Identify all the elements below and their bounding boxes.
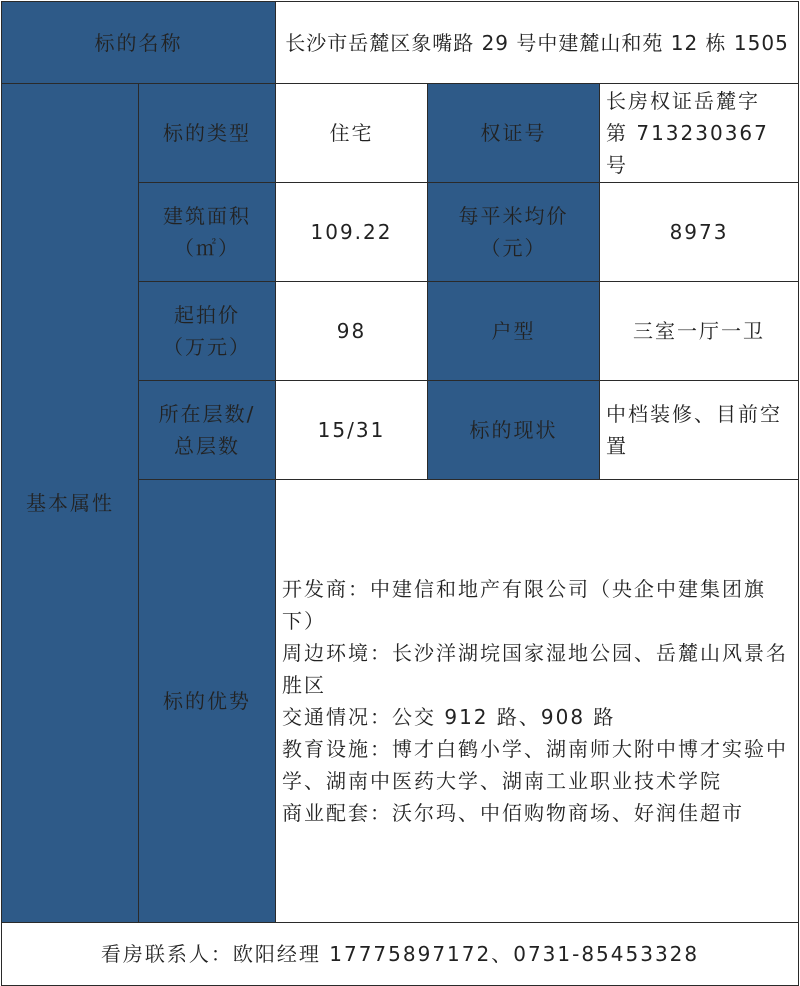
floor-label-line1: 所在层数/ xyxy=(158,402,256,426)
area-label-line1: 建筑面积 xyxy=(163,204,251,228)
cert-value-line2: 第 713230367 号 xyxy=(606,121,769,177)
start-price-label-line1: 起拍价 xyxy=(174,303,240,327)
floor-value: 15/31 xyxy=(276,381,428,480)
advantage-line: 胜区 xyxy=(282,673,326,697)
type-value: 住宅 xyxy=(276,84,428,183)
status-value xyxy=(600,381,799,480)
property-info-table xyxy=(1,1,799,986)
area-label xyxy=(139,183,276,282)
cert-label: 权证号 xyxy=(428,84,600,183)
basic-attributes-label: 基本属性 xyxy=(2,84,139,923)
row-type-cert xyxy=(2,84,799,183)
advantage-line: 交通情况：公交 912 路、908 路 xyxy=(282,705,616,729)
subject-name-value: 长沙市岳麓区象嘴路 29 号中建麓山和苑 12 栋 1505 xyxy=(276,2,799,84)
cert-value xyxy=(600,84,799,183)
type-label: 标的类型 xyxy=(139,84,276,183)
start-price-label xyxy=(139,282,276,381)
start-price-label-line2: （万元） xyxy=(163,335,251,359)
area-value: 109.22 xyxy=(276,183,428,282)
layout-value: 三室一厅一卫 xyxy=(600,282,799,381)
advantage-line: 学、湖南中医药大学、湖南工业职业技术学院 xyxy=(282,769,722,793)
advantage-line: 周边环境：长沙洋湖垸国家湿地公园、岳麓山风景名 xyxy=(282,641,788,665)
row-contact xyxy=(2,923,799,986)
cert-value-line1: 长房权证岳麓字 xyxy=(606,89,760,113)
floor-label-line2: 总层数 xyxy=(174,434,240,458)
floor-label xyxy=(139,381,276,480)
status-value-line1: 中档装修、目前空 xyxy=(606,402,782,426)
subject-name-label: 标的名称 xyxy=(2,2,276,84)
contact-info: 看房联系人：欧阳经理 17775897172、0731-85453328 xyxy=(2,923,799,986)
area-label-line2: （㎡） xyxy=(174,236,240,260)
advantage-line: 开发商：中建信和地产有限公司（央企中建集团旗下） xyxy=(282,577,766,633)
layout-label: 户型 xyxy=(428,282,600,381)
price-per-sqm-label xyxy=(428,183,600,282)
advantages-content xyxy=(276,480,799,923)
advantage-line: 教育设施：博才白鹤小学、湖南师大附中博才实验中 xyxy=(282,737,788,761)
row-subject-name xyxy=(2,2,799,84)
status-value-line2: 置 xyxy=(606,434,628,458)
status-label: 标的现状 xyxy=(428,381,600,480)
price-per-sqm-label-line1: 每平米均价 xyxy=(458,204,569,228)
advantages-label: 标的优势 xyxy=(139,480,276,923)
price-per-sqm-label-line2: （元） xyxy=(480,236,547,260)
advantage-line: 商业配套：沃尔玛、中佰购物商场、好润佳超市 xyxy=(282,801,744,825)
start-price-value: 98 xyxy=(276,282,428,381)
price-per-sqm-value: 8973 xyxy=(600,183,799,282)
